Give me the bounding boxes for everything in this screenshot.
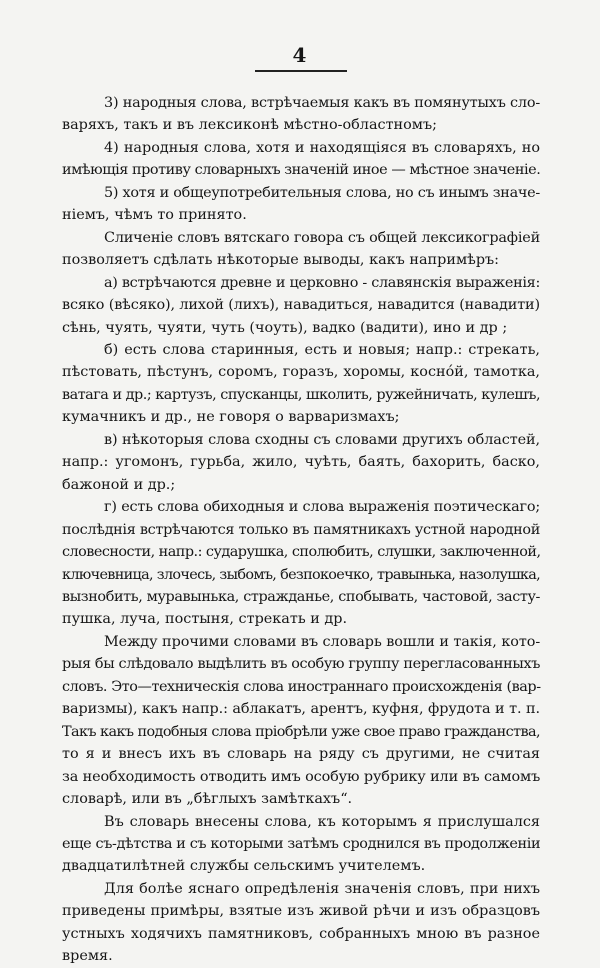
text-line: рыя бы слѣдовало выдѣлить въ особую группу перегласованныхъ [62,656,540,673]
text-line: ніемъ, чѣмъ то принято. [62,207,247,224]
paragraph [62,137,540,182]
page-number: 4 [292,43,308,67]
text-line: Для болѣе яснаго опредѣленія значенія словъ, при нихъ [104,880,540,897]
text-line: пѣстовать, пѣстунъ, соромъ, горазъ, хоромы, коснóй, тамотка, [62,364,540,381]
paragraph [62,429,540,496]
text-line: всяко (вѣсяко), лихой (лихъ), навадиться, навадится (навадити) [62,297,540,314]
paragraph [62,92,540,137]
text-line: ватага и др.; картузъ, спусканцы, школить, ружейничать, кулешъ, [62,386,541,403]
text-line: позволяетъ сдѣлать нѣкоторые выводы, какъ напримѣръ: [62,252,500,269]
page-number-rule [255,70,347,72]
paragraph [62,631,540,811]
text-line: вызнобить, муравынька, стражданье, спобывать, частовой, засту- [62,588,540,605]
text-line: в) нѣкоторыя слова сходны съ словами другихъ областей, [104,431,540,448]
paragraph [62,496,540,631]
text-line: еще съ-дѣтства и съ которыми затѣмъ сроднился въ продолженіи [62,835,541,852]
text-line: бажоной и др.; [62,476,176,493]
text-line: словарѣ, или въ „бѣглыхъ замѣткахъ“. [62,791,353,808]
text-line: двадцатилѣтней службы сельскимъ учителемъ. [62,858,426,875]
text-line: за необходимость отводить имъ особую рубрику или въ самомъ [62,768,541,785]
text-line: Сличеніе словъ вятскаго говора съ общей лексикографіей [104,229,540,246]
body-text [62,92,540,968]
text-line: время. [62,948,113,965]
text-line: словъ. Это—техническія слова иностраннаго происхожденія (вар- [62,678,541,695]
text-line: Такъ какъ подобныя слова пріобрѣли уже свое право гражданства, [62,723,540,740]
text-line: варизмы), какъ напр.: аблакатъ, арентъ, куфня, фрудота и т. п. [62,701,540,718]
paragraph [62,272,540,339]
text-line: Между прочими словами въ словарь вошли и такія, кото- [104,633,541,650]
text-line: б) есть слова старинныя, есть и новыя; напр.: стрекать, [104,341,540,358]
text-line: 5) хотя и общеупотребительныя слова, но съ инымъ значе- [104,184,540,201]
text-line: г) есть слова обиходныя и слова выраженія поэтическаго; [104,499,540,516]
text-line: словесности, напр.: сударушка, сполюбить, слушки, заключенной, [62,544,541,561]
text-line: устныхъ ходячихъ памятниковъ, собранныхъ мною въ разное [62,925,540,942]
paragraph [62,227,540,272]
text-line: приведены примѣры, взятые изъ живой рѣчи и изъ образцовъ [62,903,540,920]
text-line: кумачникъ и др., не говоря о варваризмахъ; [62,409,400,426]
text-line: послѣднія встрѣчаются только въ памятникахъ устной народной [62,521,540,538]
paragraph [62,878,540,968]
text-line: а) встрѣчаются древне и церковно - славянскія выраженія: [104,274,540,291]
text-line: 4) народныя слова, хотя и находящіяся въ словаряхъ, но [104,139,540,156]
paragraph [62,811,540,878]
text-line: сѣнь, чуять, чуяти, чуть (чоуть), вадко (вадити), ино и др ; [62,319,508,336]
text-line: пушка, луча, постыня, стрекать и др. [62,611,348,628]
text-line: имѣющія противу словарныхъ значеній иное — мѣстное значеніе. [62,162,541,179]
paragraph [62,182,540,227]
text-line: Въ словарь внесены слова, къ которымъ я прислушался [104,813,540,830]
text-line: варяхъ, такъ и въ лексиконѣ мѣстно-областномъ; [62,117,437,134]
text-line: напр.: угомонъ, гурьба, жило, чуѣть, баять, бахорить, баско, [62,454,540,471]
text-line: то я и внесъ ихъ въ словарь на ряду съ другими, не считая [62,746,540,763]
paragraph [62,339,540,429]
text-line: ключевница, злочесь, зыбомъ, безпокоечко, травынька, назолушка, [62,566,541,583]
text-line: 3) народныя слова, встрѣчаемыя какъ въ помянутыхъ сло- [104,95,541,111]
